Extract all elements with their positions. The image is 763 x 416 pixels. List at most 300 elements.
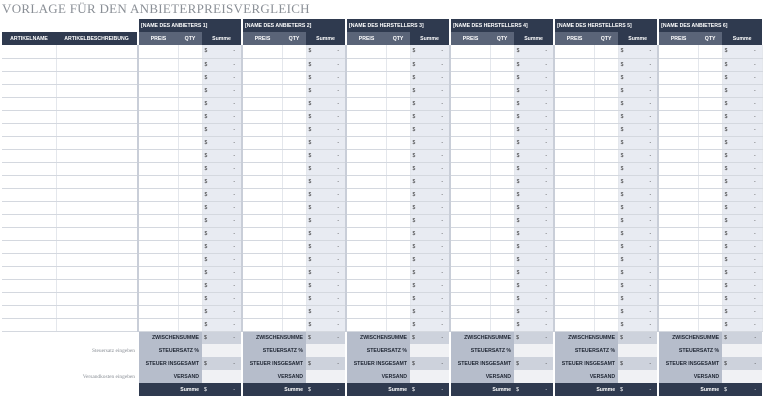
article-name-cell[interactable] bbox=[2, 110, 56, 123]
preis-cell[interactable] bbox=[242, 201, 282, 214]
preis-cell[interactable] bbox=[242, 253, 282, 266]
preis-cell[interactable] bbox=[554, 45, 594, 58]
qty-cell[interactable] bbox=[490, 123, 514, 136]
preis-cell[interactable] bbox=[658, 149, 698, 162]
preis-cell[interactable] bbox=[658, 162, 698, 175]
preis-cell[interactable] bbox=[242, 84, 282, 97]
summary-input-taxrate[interactable] bbox=[618, 344, 658, 357]
qty-cell[interactable] bbox=[178, 266, 202, 279]
qty-cell[interactable] bbox=[178, 253, 202, 266]
preis-cell[interactable] bbox=[346, 84, 386, 97]
article-name-cell[interactable] bbox=[2, 84, 56, 97]
preis-cell[interactable] bbox=[138, 136, 178, 149]
qty-cell[interactable] bbox=[594, 149, 618, 162]
article-desc-cell[interactable] bbox=[56, 45, 138, 58]
preis-cell[interactable] bbox=[450, 71, 490, 84]
preis-cell[interactable] bbox=[346, 162, 386, 175]
preis-cell[interactable] bbox=[658, 279, 698, 292]
qty-cell[interactable] bbox=[594, 110, 618, 123]
column-header-qty[interactable]: QTY bbox=[594, 32, 618, 45]
article-name-cell[interactable] bbox=[2, 292, 56, 305]
preis-cell[interactable] bbox=[554, 292, 594, 305]
preis-cell[interactable] bbox=[658, 110, 698, 123]
column-header-preis[interactable]: PREIS bbox=[138, 32, 178, 45]
qty-cell[interactable] bbox=[282, 266, 306, 279]
qty-cell[interactable] bbox=[490, 110, 514, 123]
qty-cell[interactable] bbox=[594, 84, 618, 97]
preis-cell[interactable] bbox=[242, 58, 282, 71]
preis-cell[interactable] bbox=[138, 123, 178, 136]
preis-cell[interactable] bbox=[554, 279, 594, 292]
preis-cell[interactable] bbox=[554, 84, 594, 97]
qty-cell[interactable] bbox=[594, 201, 618, 214]
preis-cell[interactable] bbox=[554, 97, 594, 110]
qty-cell[interactable] bbox=[698, 175, 722, 188]
article-name-cell[interactable] bbox=[2, 266, 56, 279]
qty-cell[interactable] bbox=[282, 84, 306, 97]
preis-cell[interactable] bbox=[346, 136, 386, 149]
preis-cell[interactable] bbox=[346, 227, 386, 240]
column-header-preis[interactable]: PREIS bbox=[554, 32, 594, 45]
qty-cell[interactable] bbox=[698, 253, 722, 266]
qty-cell[interactable] bbox=[490, 45, 514, 58]
preis-cell[interactable] bbox=[658, 227, 698, 240]
column-header-qty[interactable]: QTY bbox=[178, 32, 202, 45]
qty-cell[interactable] bbox=[490, 305, 514, 318]
article-desc-cell[interactable] bbox=[56, 279, 138, 292]
qty-cell[interactable] bbox=[282, 97, 306, 110]
preis-cell[interactable] bbox=[138, 110, 178, 123]
preis-cell[interactable] bbox=[346, 240, 386, 253]
article-desc-cell[interactable] bbox=[56, 58, 138, 71]
preis-cell[interactable] bbox=[450, 201, 490, 214]
column-header-summe[interactable]: Summe bbox=[722, 32, 762, 45]
column-header-summe[interactable]: Summe bbox=[618, 32, 658, 45]
preis-cell[interactable] bbox=[242, 240, 282, 253]
preis-cell[interactable] bbox=[346, 253, 386, 266]
qty-cell[interactable] bbox=[386, 305, 410, 318]
preis-cell[interactable] bbox=[138, 318, 178, 331]
preis-cell[interactable] bbox=[138, 305, 178, 318]
preis-cell[interactable] bbox=[346, 266, 386, 279]
qty-cell[interactable] bbox=[698, 266, 722, 279]
article-name-cell[interactable] bbox=[2, 58, 56, 71]
qty-cell[interactable] bbox=[178, 149, 202, 162]
qty-cell[interactable] bbox=[178, 188, 202, 201]
article-desc-cell[interactable] bbox=[56, 84, 138, 97]
preis-cell[interactable] bbox=[138, 58, 178, 71]
article-desc-cell[interactable] bbox=[56, 240, 138, 253]
article-desc-cell[interactable] bbox=[56, 305, 138, 318]
preis-cell[interactable] bbox=[346, 214, 386, 227]
qty-cell[interactable] bbox=[386, 175, 410, 188]
preis-cell[interactable] bbox=[658, 214, 698, 227]
qty-cell[interactable] bbox=[178, 292, 202, 305]
qty-cell[interactable] bbox=[386, 162, 410, 175]
preis-cell[interactable] bbox=[242, 175, 282, 188]
qty-cell[interactable] bbox=[594, 71, 618, 84]
qty-cell[interactable] bbox=[490, 318, 514, 331]
column-header-summe[interactable]: Summe bbox=[514, 32, 554, 45]
article-desc-cell[interactable] bbox=[56, 71, 138, 84]
preis-cell[interactable] bbox=[658, 175, 698, 188]
article-name-cell[interactable] bbox=[2, 240, 56, 253]
qty-cell[interactable] bbox=[594, 214, 618, 227]
preis-cell[interactable] bbox=[346, 149, 386, 162]
qty-cell[interactable] bbox=[282, 58, 306, 71]
qty-cell[interactable] bbox=[282, 292, 306, 305]
preis-cell[interactable] bbox=[346, 292, 386, 305]
qty-cell[interactable] bbox=[282, 305, 306, 318]
preis-cell[interactable] bbox=[138, 162, 178, 175]
preis-cell[interactable] bbox=[658, 253, 698, 266]
column-header-article-name[interactable]: ARTIKELNAME bbox=[2, 32, 56, 45]
qty-cell[interactable] bbox=[594, 266, 618, 279]
preis-cell[interactable] bbox=[138, 45, 178, 58]
preis-cell[interactable] bbox=[138, 214, 178, 227]
preis-cell[interactable] bbox=[138, 227, 178, 240]
qty-cell[interactable] bbox=[594, 318, 618, 331]
qty-cell[interactable] bbox=[386, 110, 410, 123]
article-desc-cell[interactable] bbox=[56, 292, 138, 305]
preis-cell[interactable] bbox=[242, 110, 282, 123]
article-name-cell[interactable] bbox=[2, 253, 56, 266]
qty-cell[interactable] bbox=[386, 253, 410, 266]
qty-cell[interactable] bbox=[698, 227, 722, 240]
qty-cell[interactable] bbox=[282, 253, 306, 266]
article-desc-cell[interactable] bbox=[56, 253, 138, 266]
preis-cell[interactable] bbox=[554, 188, 594, 201]
qty-cell[interactable] bbox=[282, 227, 306, 240]
article-name-cell[interactable] bbox=[2, 188, 56, 201]
qty-cell[interactable] bbox=[698, 45, 722, 58]
article-desc-cell[interactable] bbox=[56, 214, 138, 227]
column-header-article-desc[interactable]: ARTIKELBESCHREIBUNG bbox=[56, 32, 138, 45]
qty-cell[interactable] bbox=[698, 292, 722, 305]
summary-input-taxrate[interactable] bbox=[202, 344, 242, 357]
article-name-cell[interactable] bbox=[2, 279, 56, 292]
article-desc-cell[interactable] bbox=[56, 318, 138, 331]
qty-cell[interactable] bbox=[386, 266, 410, 279]
qty-cell[interactable] bbox=[178, 136, 202, 149]
column-header-preis[interactable]: PREIS bbox=[658, 32, 698, 45]
qty-cell[interactable] bbox=[386, 292, 410, 305]
preis-cell[interactable] bbox=[658, 84, 698, 97]
preis-cell[interactable] bbox=[554, 318, 594, 331]
qty-cell[interactable] bbox=[386, 214, 410, 227]
qty-cell[interactable] bbox=[178, 240, 202, 253]
qty-cell[interactable] bbox=[178, 45, 202, 58]
column-header-preis[interactable]: PREIS bbox=[242, 32, 282, 45]
qty-cell[interactable] bbox=[698, 305, 722, 318]
summary-input-shipping[interactable] bbox=[410, 370, 450, 383]
summary-input-taxrate[interactable] bbox=[306, 344, 346, 357]
column-header-preis[interactable]: PREIS bbox=[346, 32, 386, 45]
qty-cell[interactable] bbox=[386, 84, 410, 97]
summary-input-shipping[interactable] bbox=[514, 370, 554, 383]
qty-cell[interactable] bbox=[282, 279, 306, 292]
preis-cell[interactable] bbox=[346, 201, 386, 214]
qty-cell[interactable] bbox=[698, 123, 722, 136]
preis-cell[interactable] bbox=[138, 149, 178, 162]
qty-cell[interactable] bbox=[178, 305, 202, 318]
vendor-header-3[interactable]: [NAME DES HERSTELLERS 3] bbox=[346, 19, 450, 32]
preis-cell[interactable] bbox=[242, 318, 282, 331]
article-name-cell[interactable] bbox=[2, 214, 56, 227]
summary-input-taxrate[interactable] bbox=[410, 344, 450, 357]
preis-cell[interactable] bbox=[138, 253, 178, 266]
preis-cell[interactable] bbox=[138, 201, 178, 214]
qty-cell[interactable] bbox=[594, 136, 618, 149]
preis-cell[interactable] bbox=[450, 97, 490, 110]
preis-cell[interactable] bbox=[658, 58, 698, 71]
article-desc-cell[interactable] bbox=[56, 136, 138, 149]
preis-cell[interactable] bbox=[450, 175, 490, 188]
preis-cell[interactable] bbox=[450, 253, 490, 266]
article-name-cell[interactable] bbox=[2, 123, 56, 136]
preis-cell[interactable] bbox=[658, 292, 698, 305]
qty-cell[interactable] bbox=[282, 318, 306, 331]
preis-cell[interactable] bbox=[346, 110, 386, 123]
qty-cell[interactable] bbox=[594, 292, 618, 305]
summary-input-shipping[interactable] bbox=[618, 370, 658, 383]
article-desc-cell[interactable] bbox=[56, 175, 138, 188]
preis-cell[interactable] bbox=[450, 292, 490, 305]
column-header-qty[interactable]: QTY bbox=[490, 32, 514, 45]
preis-cell[interactable] bbox=[450, 110, 490, 123]
preis-cell[interactable] bbox=[554, 253, 594, 266]
preis-cell[interactable] bbox=[242, 227, 282, 240]
article-desc-cell[interactable] bbox=[56, 123, 138, 136]
preis-cell[interactable] bbox=[450, 162, 490, 175]
preis-cell[interactable] bbox=[450, 58, 490, 71]
qty-cell[interactable] bbox=[282, 175, 306, 188]
qty-cell[interactable] bbox=[594, 279, 618, 292]
qty-cell[interactable] bbox=[490, 162, 514, 175]
qty-cell[interactable] bbox=[386, 227, 410, 240]
preis-cell[interactable] bbox=[242, 45, 282, 58]
preis-cell[interactable] bbox=[450, 149, 490, 162]
article-desc-cell[interactable] bbox=[56, 227, 138, 240]
qty-cell[interactable] bbox=[178, 318, 202, 331]
qty-cell[interactable] bbox=[282, 136, 306, 149]
preis-cell[interactable] bbox=[450, 318, 490, 331]
summary-input-shipping[interactable] bbox=[306, 370, 346, 383]
qty-cell[interactable] bbox=[386, 279, 410, 292]
preis-cell[interactable] bbox=[554, 149, 594, 162]
qty-cell[interactable] bbox=[490, 266, 514, 279]
vendor-header-1[interactable]: [NAME DES ANBIETERS 1] bbox=[138, 19, 242, 32]
article-name-cell[interactable] bbox=[2, 45, 56, 58]
preis-cell[interactable] bbox=[138, 279, 178, 292]
article-desc-cell[interactable] bbox=[56, 188, 138, 201]
preis-cell[interactable] bbox=[346, 175, 386, 188]
preis-cell[interactable] bbox=[554, 58, 594, 71]
preis-cell[interactable] bbox=[658, 188, 698, 201]
preis-cell[interactable] bbox=[242, 214, 282, 227]
qty-cell[interactable] bbox=[698, 162, 722, 175]
preis-cell[interactable] bbox=[658, 305, 698, 318]
qty-cell[interactable] bbox=[698, 110, 722, 123]
qty-cell[interactable] bbox=[698, 214, 722, 227]
qty-cell[interactable] bbox=[594, 58, 618, 71]
preis-cell[interactable] bbox=[554, 123, 594, 136]
qty-cell[interactable] bbox=[698, 201, 722, 214]
vendor-header-2[interactable]: [NAME DES ANBIETERS 2] bbox=[242, 19, 346, 32]
preis-cell[interactable] bbox=[138, 84, 178, 97]
article-name-cell[interactable] bbox=[2, 175, 56, 188]
qty-cell[interactable] bbox=[282, 214, 306, 227]
column-header-qty[interactable]: QTY bbox=[698, 32, 722, 45]
preis-cell[interactable] bbox=[242, 266, 282, 279]
qty-cell[interactable] bbox=[698, 58, 722, 71]
qty-cell[interactable] bbox=[178, 214, 202, 227]
preis-cell[interactable] bbox=[242, 162, 282, 175]
preis-cell[interactable] bbox=[658, 123, 698, 136]
preis-cell[interactable] bbox=[450, 123, 490, 136]
article-name-cell[interactable] bbox=[2, 227, 56, 240]
qty-cell[interactable] bbox=[594, 45, 618, 58]
preis-cell[interactable] bbox=[450, 305, 490, 318]
article-name-cell[interactable] bbox=[2, 136, 56, 149]
preis-cell[interactable] bbox=[346, 97, 386, 110]
preis-cell[interactable] bbox=[242, 149, 282, 162]
preis-cell[interactable] bbox=[554, 305, 594, 318]
preis-cell[interactable] bbox=[138, 188, 178, 201]
qty-cell[interactable] bbox=[386, 188, 410, 201]
article-name-cell[interactable] bbox=[2, 149, 56, 162]
qty-cell[interactable] bbox=[178, 162, 202, 175]
preis-cell[interactable] bbox=[242, 136, 282, 149]
vendor-header-5[interactable]: [NAME DES HERSTELLERS 5] bbox=[554, 19, 658, 32]
article-name-cell[interactable] bbox=[2, 71, 56, 84]
column-header-preis[interactable]: PREIS bbox=[450, 32, 490, 45]
qty-cell[interactable] bbox=[594, 188, 618, 201]
qty-cell[interactable] bbox=[490, 84, 514, 97]
qty-cell[interactable] bbox=[386, 136, 410, 149]
preis-cell[interactable] bbox=[554, 227, 594, 240]
preis-cell[interactable] bbox=[554, 266, 594, 279]
preis-cell[interactable] bbox=[554, 110, 594, 123]
qty-cell[interactable] bbox=[698, 97, 722, 110]
preis-cell[interactable] bbox=[346, 71, 386, 84]
article-name-cell[interactable] bbox=[2, 201, 56, 214]
article-name-cell[interactable] bbox=[2, 162, 56, 175]
qty-cell[interactable] bbox=[490, 188, 514, 201]
preis-cell[interactable] bbox=[138, 292, 178, 305]
preis-cell[interactable] bbox=[138, 71, 178, 84]
preis-cell[interactable] bbox=[242, 71, 282, 84]
preis-cell[interactable] bbox=[450, 240, 490, 253]
qty-cell[interactable] bbox=[698, 188, 722, 201]
qty-cell[interactable] bbox=[490, 136, 514, 149]
preis-cell[interactable] bbox=[554, 162, 594, 175]
article-desc-cell[interactable] bbox=[56, 266, 138, 279]
qty-cell[interactable] bbox=[178, 279, 202, 292]
preis-cell[interactable] bbox=[450, 84, 490, 97]
preis-cell[interactable] bbox=[450, 45, 490, 58]
qty-cell[interactable] bbox=[178, 97, 202, 110]
article-desc-cell[interactable] bbox=[56, 110, 138, 123]
qty-cell[interactable] bbox=[698, 279, 722, 292]
article-name-cell[interactable] bbox=[2, 97, 56, 110]
qty-cell[interactable] bbox=[490, 97, 514, 110]
qty-cell[interactable] bbox=[698, 84, 722, 97]
qty-cell[interactable] bbox=[282, 149, 306, 162]
preis-cell[interactable] bbox=[450, 214, 490, 227]
qty-cell[interactable] bbox=[490, 58, 514, 71]
article-desc-cell[interactable] bbox=[56, 97, 138, 110]
qty-cell[interactable] bbox=[594, 305, 618, 318]
preis-cell[interactable] bbox=[658, 97, 698, 110]
qty-cell[interactable] bbox=[594, 97, 618, 110]
qty-cell[interactable] bbox=[282, 71, 306, 84]
qty-cell[interactable] bbox=[386, 58, 410, 71]
qty-cell[interactable] bbox=[178, 201, 202, 214]
preis-cell[interactable] bbox=[450, 279, 490, 292]
preis-cell[interactable] bbox=[242, 188, 282, 201]
preis-cell[interactable] bbox=[242, 123, 282, 136]
qty-cell[interactable] bbox=[490, 71, 514, 84]
preis-cell[interactable] bbox=[554, 175, 594, 188]
preis-cell[interactable] bbox=[346, 188, 386, 201]
qty-cell[interactable] bbox=[490, 253, 514, 266]
preis-cell[interactable] bbox=[658, 318, 698, 331]
summary-input-shipping[interactable] bbox=[722, 370, 762, 383]
qty-cell[interactable] bbox=[594, 253, 618, 266]
qty-cell[interactable] bbox=[178, 175, 202, 188]
qty-cell[interactable] bbox=[386, 71, 410, 84]
preis-cell[interactable] bbox=[346, 45, 386, 58]
qty-cell[interactable] bbox=[490, 292, 514, 305]
preis-cell[interactable] bbox=[554, 201, 594, 214]
article-desc-cell[interactable] bbox=[56, 149, 138, 162]
preis-cell[interactable] bbox=[658, 240, 698, 253]
preis-cell[interactable] bbox=[138, 97, 178, 110]
preis-cell[interactable] bbox=[138, 240, 178, 253]
qty-cell[interactable] bbox=[178, 227, 202, 240]
summary-input-shipping[interactable] bbox=[202, 370, 242, 383]
preis-cell[interactable] bbox=[554, 214, 594, 227]
qty-cell[interactable] bbox=[178, 58, 202, 71]
preis-cell[interactable] bbox=[450, 136, 490, 149]
preis-cell[interactable] bbox=[658, 201, 698, 214]
qty-cell[interactable] bbox=[698, 149, 722, 162]
column-header-summe[interactable]: Summe bbox=[410, 32, 450, 45]
column-header-qty[interactable]: QTY bbox=[282, 32, 306, 45]
qty-cell[interactable] bbox=[698, 136, 722, 149]
preis-cell[interactable] bbox=[450, 227, 490, 240]
preis-cell[interactable] bbox=[658, 71, 698, 84]
qty-cell[interactable] bbox=[178, 84, 202, 97]
preis-cell[interactable] bbox=[658, 266, 698, 279]
preis-cell[interactable] bbox=[242, 279, 282, 292]
qty-cell[interactable] bbox=[594, 123, 618, 136]
qty-cell[interactable] bbox=[386, 123, 410, 136]
preis-cell[interactable] bbox=[450, 188, 490, 201]
qty-cell[interactable] bbox=[698, 318, 722, 331]
qty-cell[interactable] bbox=[178, 71, 202, 84]
qty-cell[interactable] bbox=[490, 227, 514, 240]
preis-cell[interactable] bbox=[138, 175, 178, 188]
qty-cell[interactable] bbox=[386, 240, 410, 253]
column-header-summe[interactable]: Summe bbox=[202, 32, 242, 45]
preis-cell[interactable] bbox=[658, 136, 698, 149]
qty-cell[interactable] bbox=[282, 201, 306, 214]
qty-cell[interactable] bbox=[490, 279, 514, 292]
vendor-header-4[interactable]: [NAME DES HERSTELLERS 4] bbox=[450, 19, 554, 32]
article-desc-cell[interactable] bbox=[56, 201, 138, 214]
